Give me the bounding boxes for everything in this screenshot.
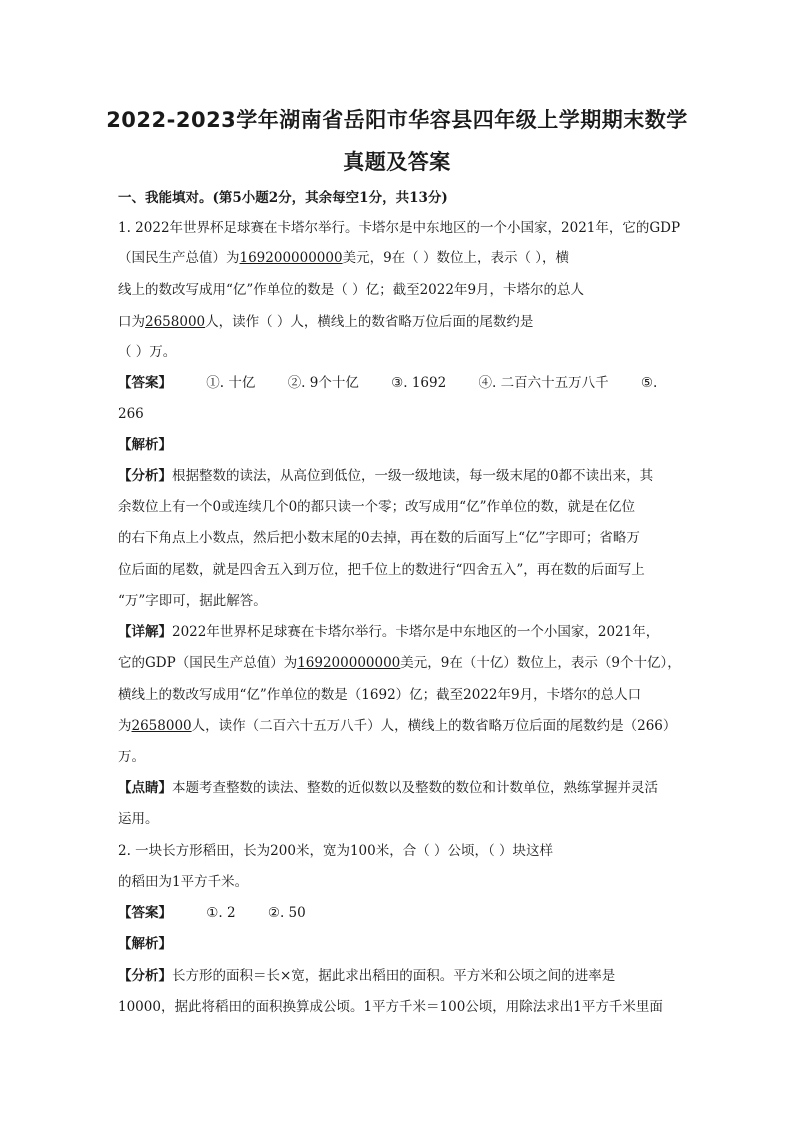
fenxi-tag: 【分析】 — [118, 968, 172, 984]
document-title-line-2: 真题及答案 — [343, 150, 451, 174]
q2-analysis-text: 长方形的面积＝长×宽，据此求出稻田的面积。平方米和公顷之间的进率是 — [172, 968, 616, 984]
q1-detail-text: 人，读作（二百六十五万八千）人，横线上的数省略万位后面的尾数约是（266） — [191, 718, 677, 734]
q1-comment-text: 本题考查整数的读法、整数的近似数以及整数的数位和计数单位，熟练掌握并灵活 — [172, 780, 658, 796]
q1-detail-population-number: 2658000 — [131, 718, 192, 734]
q1-detail-text: 2022年世界杯足球赛在卡塔尔举行。卡塔尔是中东地区的一个小国家，2021年， — [172, 624, 660, 640]
q1-answer-2: ②. 9个十亿 — [287, 375, 359, 391]
q1-text: （国民生产总值）为 — [118, 250, 240, 266]
q2-text-line: 的稻田为1平方千米。 — [118, 874, 249, 890]
q1-analysis-text: 根据整数的读法，从高位到低位，一级一级地读，每一级末尾的0都不读出来，其 — [172, 468, 654, 484]
q1-detail-line: 万。 — [118, 749, 145, 765]
q1-answer-4: ④. 二百六十五万八千 — [478, 375, 609, 391]
q1-analysis-line: 的右下角点上小数点，然后把小数末尾的0去掉，再在数的后面写上“亿”字即可；省略万 — [118, 530, 640, 546]
dianjing-tag: 【点睛】 — [118, 780, 172, 796]
q2-answer-1: ①. 2 — [206, 905, 236, 921]
q1-answer-3: ③. 1692 — [391, 375, 447, 391]
xiangjie-tag: 【详解】 — [118, 624, 172, 640]
q1-text-line: 线上的数改写成用“亿”作单位的数是（ ）亿；截至2022年9月，卡塔尔的总人 — [118, 282, 585, 298]
q1-text-line: （ ）万。 — [118, 344, 177, 360]
q2-answer-line — [118, 903, 684, 923]
q2-text-line: 2. 一块长方形稻田，长为200米，宽为100米，合（ ）公顷，（ ）块这样 — [118, 843, 554, 859]
q1-text: 人，读作（ ）人，横线上的数省略万位后面的尾数约是 — [205, 314, 534, 330]
q1-analysis-line — [118, 466, 684, 486]
q1-detail-text: 它的GDP（国民生产总值）为 — [118, 655, 298, 671]
q1-answer-continued: 266 — [118, 406, 144, 422]
document-title-line-1: 2022-2023学年湖南省岳阳市华容县四年级上学期期末数学 — [106, 108, 688, 132]
q1-detail-line: 横线上的数改写成用“亿”作单位的数是（1692）亿；截至2022年9月，卡塔尔的总人口 — [118, 687, 642, 703]
q1-analysis-line: 位后面的尾数，就是四舍五入到万位，把千位上的数进行“四舍五入”，再在数的后面写上 — [118, 562, 645, 578]
fenxi-tag: 【分析】 — [118, 468, 172, 484]
q1-answer-1: ①. 十亿 — [206, 375, 256, 391]
q1-text-line — [118, 312, 684, 332]
q1-detail-line — [118, 716, 684, 736]
q1-detail-line — [118, 653, 684, 673]
q1-detail-line — [118, 622, 684, 642]
q1-analysis-line: “万”字即可，据此解答。 — [118, 593, 267, 609]
q1-population-number: 2658000 — [145, 314, 206, 330]
answer-tag: 【答案】 — [118, 905, 172, 921]
q1-text-line — [118, 248, 684, 268]
q2-analysis-line — [118, 966, 684, 986]
q1-analysis-line: 余数位上有一个0或连续几个0的都只读一个零；改写成用“亿”作单位的数，就是在亿位 — [118, 499, 635, 515]
q1-comment-line — [118, 778, 684, 798]
q2-analysis-line: 10000，据此将稻田的面积换算成公顷。1平方千米＝100公顷，用除法求出1平方千米里面 — [118, 999, 663, 1015]
q1-detail-text: 为 — [118, 718, 132, 734]
analysis-tag: 【解析】 — [118, 437, 172, 453]
q1-answer-5: ⑤. — [640, 375, 658, 391]
q1-gdp-number: 169200000000 — [239, 250, 343, 266]
q1-detail-text: 美元，9在（十亿）数位上，表示（9个十亿）， — [400, 655, 681, 671]
section-heading: 一、我能填对。(第5小题2分，其余每空1分，共13分) — [118, 190, 448, 206]
q1-comment-line: 运用。 — [118, 811, 159, 827]
answer-tag: 【答案】 — [118, 375, 172, 391]
q1-detail-gdp-number: 169200000000 — [297, 655, 401, 671]
q1-answer-line — [118, 373, 684, 393]
q1-text-line: 1. 2022年世界杯足球赛在卡塔尔举行。卡塔尔是中东地区的一个小国家，2021年，它的GDP — [118, 220, 681, 236]
q1-text: 口为 — [118, 314, 145, 330]
analysis-tag: 【解析】 — [118, 936, 172, 952]
q2-answer-2: ②. 50 — [267, 905, 306, 921]
q1-text: 美元，9在（ ）数位上，表示（ ），横 — [342, 250, 569, 266]
